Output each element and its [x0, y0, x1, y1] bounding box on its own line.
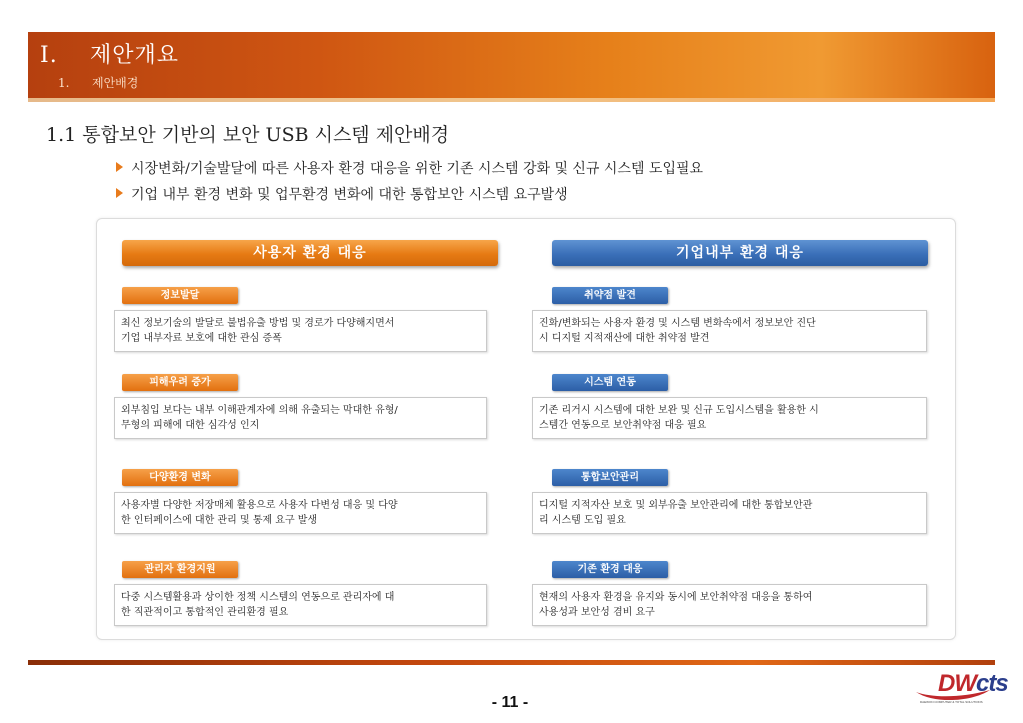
right-item-line: 리 시스템 도입 필요: [539, 515, 626, 526]
left-item-tag: 피해우려 증가: [122, 374, 238, 391]
left-item-line: 사용자별 다양한 저장매체 활용으로 사용자 다변성 대응 및 다양: [121, 500, 398, 511]
right-item-tag: 기존 환경 대응: [552, 561, 668, 578]
right-item-line: 현재의 사용자 환경을 유지와 동시에 보안취약점 대응을 통하여: [539, 592, 813, 603]
bullet-item: [116, 184, 568, 204]
chapter-title-text: 제안개요: [90, 43, 180, 68]
right-item-box: [532, 492, 927, 534]
arrow-bullet-icon: [116, 188, 123, 198]
logo-tagline: DAEWON COMPUTER & TOTAL SOLUTIONS: [920, 700, 983, 704]
left-item-line: 외부침입 보다는 내부 이해관계자에 의해 유출되는 막대한 유형/: [121, 405, 398, 416]
company-logo: [938, 670, 1008, 698]
left-item-tag: 정보발달: [122, 287, 238, 304]
section-title: 1.1 통합보안 기반의 보안 USB 시스템 제안배경: [46, 124, 450, 146]
left-item-line: 다중 시스템활용과 상이한 정책 시스템의 연동으로 관리자에 대: [121, 592, 395, 603]
left-item-line: 무형의 피해에 대한 심각성 인지: [121, 420, 260, 431]
right-item-tag: 통합보안관리: [552, 469, 668, 486]
bullet-text: 시장변화/기술발달에 따른 사용자 환경 대응을 위한 기존 시스템 강화 및 신규 시스템 도입필요: [131, 161, 704, 177]
right-item-tag: 취약점 발견: [552, 287, 668, 304]
bullet-item: [116, 158, 703, 178]
right-item-line: 기존 리거시 시스템에 대한 보완 및 신규 도입시스템을 활용한 시: [539, 405, 819, 416]
right-item-line: 진화/변화되는 사용자 환경 및 시스템 변화속에서 정보보안 진단: [539, 318, 816, 329]
left-item-line: 최신 정보기술의 발달로 불법유출 방법 및 경로가 다양해지면서: [121, 318, 395, 329]
chapter-title: [40, 38, 179, 69]
left-item-line: 한 직관적이고 통합적인 관리환경 필요: [121, 607, 289, 618]
right-item-box: [532, 397, 927, 439]
left-item-box: [114, 584, 487, 626]
right-item-line: 스템간 연동으로 보안취약점 대응 필요: [539, 420, 707, 431]
right-item-box: [532, 584, 927, 626]
left-item-box: [114, 492, 487, 534]
left-item-tag: 관리자 환경지원: [122, 561, 238, 578]
chapter-subtitle: [58, 74, 138, 91]
chapter-number: I.: [40, 43, 58, 68]
left-item-box: [114, 397, 487, 439]
enterprise-environment-heading: 기업내부 환경 대응: [552, 240, 928, 266]
logo-main-text: DW: [938, 670, 976, 697]
right-item-line: 사용성과 보안성 겸비 요구: [539, 607, 655, 618]
left-item-tag: 다양환경 변화: [122, 469, 238, 486]
user-environment-heading: 사용자 환경 대응: [122, 240, 498, 266]
subtitle-number: 1.: [58, 76, 70, 90]
page-number: - 11 -: [491, 694, 529, 711]
footer-rule: [28, 660, 995, 665]
logo-accent-text: cts: [975, 670, 1008, 697]
left-item-box: [114, 310, 487, 352]
subtitle-text: 제안배경: [92, 76, 139, 90]
left-item-line: 한 인터페이스에 대한 관리 및 통제 요구 발생: [121, 515, 318, 526]
right-item-line: 디지털 지적자산 보호 및 외부유출 보안관리에 대한 통합보안관: [539, 500, 813, 511]
right-item-box: [532, 310, 927, 352]
left-item-line: 기업 내부자료 보호에 대한 관심 증폭: [121, 333, 282, 344]
header-underline: [28, 98, 995, 102]
right-item-tag: 시스템 연동: [552, 374, 668, 391]
arrow-bullet-icon: [116, 162, 123, 172]
bullet-text: 기업 내부 환경 변화 및 업무환경 변화에 대한 통합보안 시스템 요구발생: [131, 187, 568, 203]
right-item-line: 시 디지털 지적재산에 대한 취약점 발견: [539, 333, 710, 344]
